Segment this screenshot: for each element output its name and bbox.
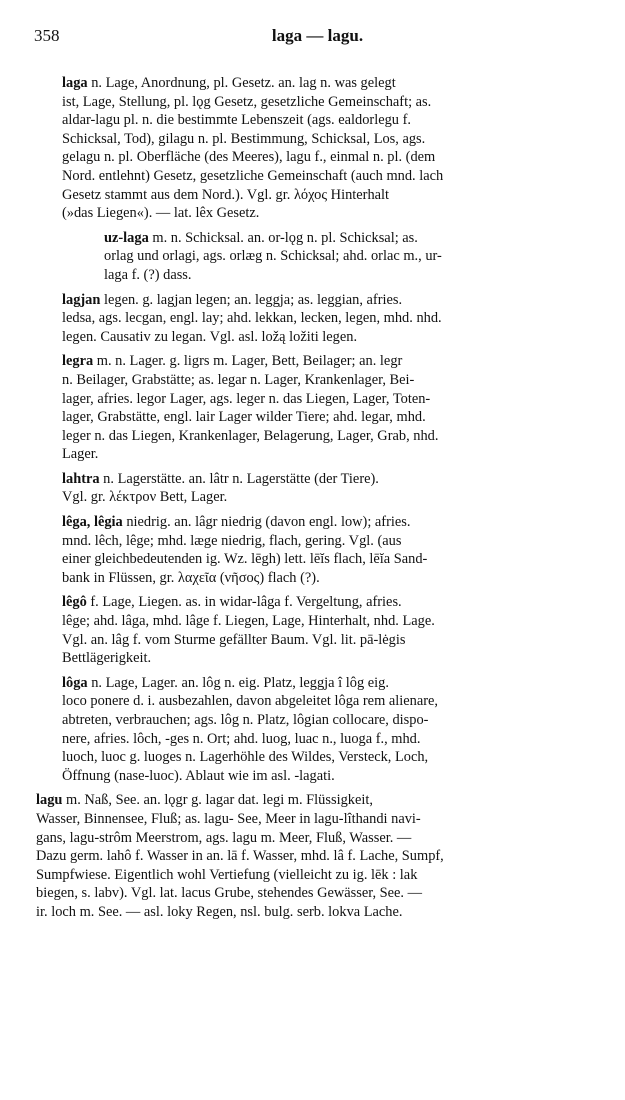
entry-line: lêge; ahd. lâga, mhd. lâge f. Liegen, Lage, Hinterhalt, nhd. Lage. xyxy=(62,613,435,630)
running-head: laga — lagu. xyxy=(271,26,364,45)
entry-line: luoch, luoc g. luoges n. Lagerhöhle des Wildes, Versteck, Loch, xyxy=(62,749,429,766)
entry-line: n. Beilager, Grabstätte; as. legar n. Lager, Krankenlager, Bei- xyxy=(62,371,415,388)
entry-uz-laga xyxy=(104,229,605,285)
entry-line: Wasser, Binnensee, Fluß; as. lagu- See, Meer in lagu-lîthandi navi- xyxy=(36,810,421,827)
entry-lahtra xyxy=(62,470,605,507)
entry-line: mnd. lêch, lêge; mhd. læge niedrig, flach, gering. Vgl. (aus xyxy=(62,532,402,549)
lemma: laga xyxy=(62,75,88,91)
entry-line: lager, Grabstätte, engl. lair Lager wilder Tiere; ahd. legar, mhd. xyxy=(62,409,426,426)
page-number: 358 xyxy=(34,26,60,45)
entry-line: gelagu n. pl. Oberfläche (des Meeres), lagu f., einmal n. pl. (dem xyxy=(62,149,436,166)
entry-line: lager, afries. legor Lager, ags. leger n. das Liegen, Lager, Toten- xyxy=(62,390,431,407)
entry-line: ir. loch m. See. — asl. loky Regen, nsl. bulg. serb. lokva Lache. xyxy=(36,903,403,920)
entry-line: Lager. xyxy=(62,446,99,463)
entry-line: Schicksal, Tod), gilagu n. pl. Bestimmung, Schicksal, Los, ags. xyxy=(62,130,426,147)
entry-lagu xyxy=(36,791,605,921)
entry-line: biegen, s. labv). Vgl. lat. lacus Grube, stehendes Gewässer, See. — xyxy=(36,885,423,902)
entry-line: orlag und orlagi, ags. orlæg n. Schicksal; ahd. orlac m., ur- xyxy=(104,248,442,265)
entry-line: bank in Flüssen, gr. λαχεῖα (νῆσος) flach (?). xyxy=(62,569,320,586)
entry-line: Bettlägerigkeit. xyxy=(62,650,152,667)
entry-lega xyxy=(62,513,605,587)
entry-line: loco ponere d. i. ausbezahlen, davon abgeleitet lôga rem alienare, xyxy=(62,693,438,710)
entry-line: niedrig. an. lâgr niedrig (davon engl. low); afries. xyxy=(122,514,411,531)
lemma: legra xyxy=(62,353,94,370)
lemma: lagjan xyxy=(62,291,101,308)
dictionary-column xyxy=(36,74,605,928)
lemma: lahtra xyxy=(62,470,100,487)
entry-line: m. Naß, See. an. lǫgr g. lagar dat. legi m. Flüssigkeit, xyxy=(62,792,373,809)
entry-line: m. n. Schicksal. an. or-lǫg n. pl. Schicksal; as. xyxy=(148,229,418,246)
entry-line: (»das Liegen«). — lat. lêx Gesetz. xyxy=(62,205,260,222)
entry-line: einer gleichbedeutenden ig. Wz. lēgh) lett. lēĭs flach, lēĭa Sand- xyxy=(62,551,428,568)
entry-line: aldar-lagu pl. n. die bestimmte Lebenszeit (ags. ealdorlegu f. xyxy=(62,112,411,129)
entry-line: nere, afries. lôch, -ges n. Ort; ahd. luog, luac n., luoga f., mhd. xyxy=(62,730,421,747)
entry-line: legen. g. lagjan legen; an. leggja; as. leggian, afries. xyxy=(100,291,403,308)
lemma: lêgô xyxy=(62,594,87,611)
entry-line: Nord. entlehnt) Gesetz, gesetzliche Gemeinschaft (auch mnd. lach xyxy=(62,167,444,184)
entry-line: ist, Lage, Stellung, pl. lǫg Gesetz, gesetzliche Gemeinschaft; as. xyxy=(62,93,432,110)
entry-line: leger n. das Liegen, Krankenlager, Belagerung, Lager, Grab, nhd. xyxy=(62,427,439,444)
entry-lego xyxy=(62,593,605,667)
lemma: uz-laga xyxy=(104,229,149,246)
entry-line: abtreten, verbrauchen; ags. lôg n. Platz, lôgian collocare, dispo- xyxy=(62,712,429,728)
lemma: lagu xyxy=(36,792,63,809)
entry-line: m. n. Lager. g. ligrs m. Lager, Bett, Beilager; an. legr xyxy=(93,353,403,370)
entry-lagjan xyxy=(62,291,605,347)
entry-line: n. Lagerstätte. an. lâtr n. Lagerstätte (der Tiere). xyxy=(99,470,379,487)
entry-line: n. Lage, Anordnung, pl. Gesetz. an. lag n. was gelegt xyxy=(87,75,396,91)
entry-line: ledsa, ags. lecgan, engl. lay; ahd. lekkan, lecken, legen, mhd. nhd. xyxy=(62,310,442,327)
entry-line: Vgl. an. lâg f. vom Sturme gefällter Baum. Vgl. lit. pā-lėgis xyxy=(62,631,406,648)
lemma: lêga, lêgia xyxy=(62,514,123,531)
entry-line: Sumpfwiese. Eigentlich wohl Vertiefung (vielleicht zu ig. lēk : lak xyxy=(36,866,418,883)
entry-line: gans, lagu-strôm Meerstrom, ags. lagu m. Meer, Fluß, Wasser. — xyxy=(36,829,412,846)
entry-laga xyxy=(62,74,605,223)
entry-line: Gesetz stammt aus dem Nord.). Vgl. gr. λόχος Hinterhalt xyxy=(62,186,390,203)
entry-line: n. Lage, Lager. an. lôg n. eig. Platz, leggja î lôg eig. xyxy=(87,674,389,691)
lemma: lôga xyxy=(62,674,88,691)
entry-loga xyxy=(62,674,605,786)
entry-legra xyxy=(62,352,605,464)
entry-line: legen. Causativ zu legan. Vgl. asl. ložą ložiti legen. xyxy=(62,328,358,345)
entry-line: Dazu germ. lahô f. Wasser in an. lā f. Wasser, mhd. lâ f. Lache, Sumpf, xyxy=(36,848,444,865)
page-header xyxy=(34,26,601,52)
entry-line: laga f. (?) dass. xyxy=(104,266,192,283)
entry-line: Öffnung (nase-luoc). Ablaut wie im asl. -lagati. xyxy=(62,767,335,784)
entry-line: f. Lage, Liegen. as. in widar-lâga f. Vergeltung, afries. xyxy=(86,594,402,611)
entry-line: Vgl. gr. λέκτρον Bett, Lager. xyxy=(62,489,228,506)
